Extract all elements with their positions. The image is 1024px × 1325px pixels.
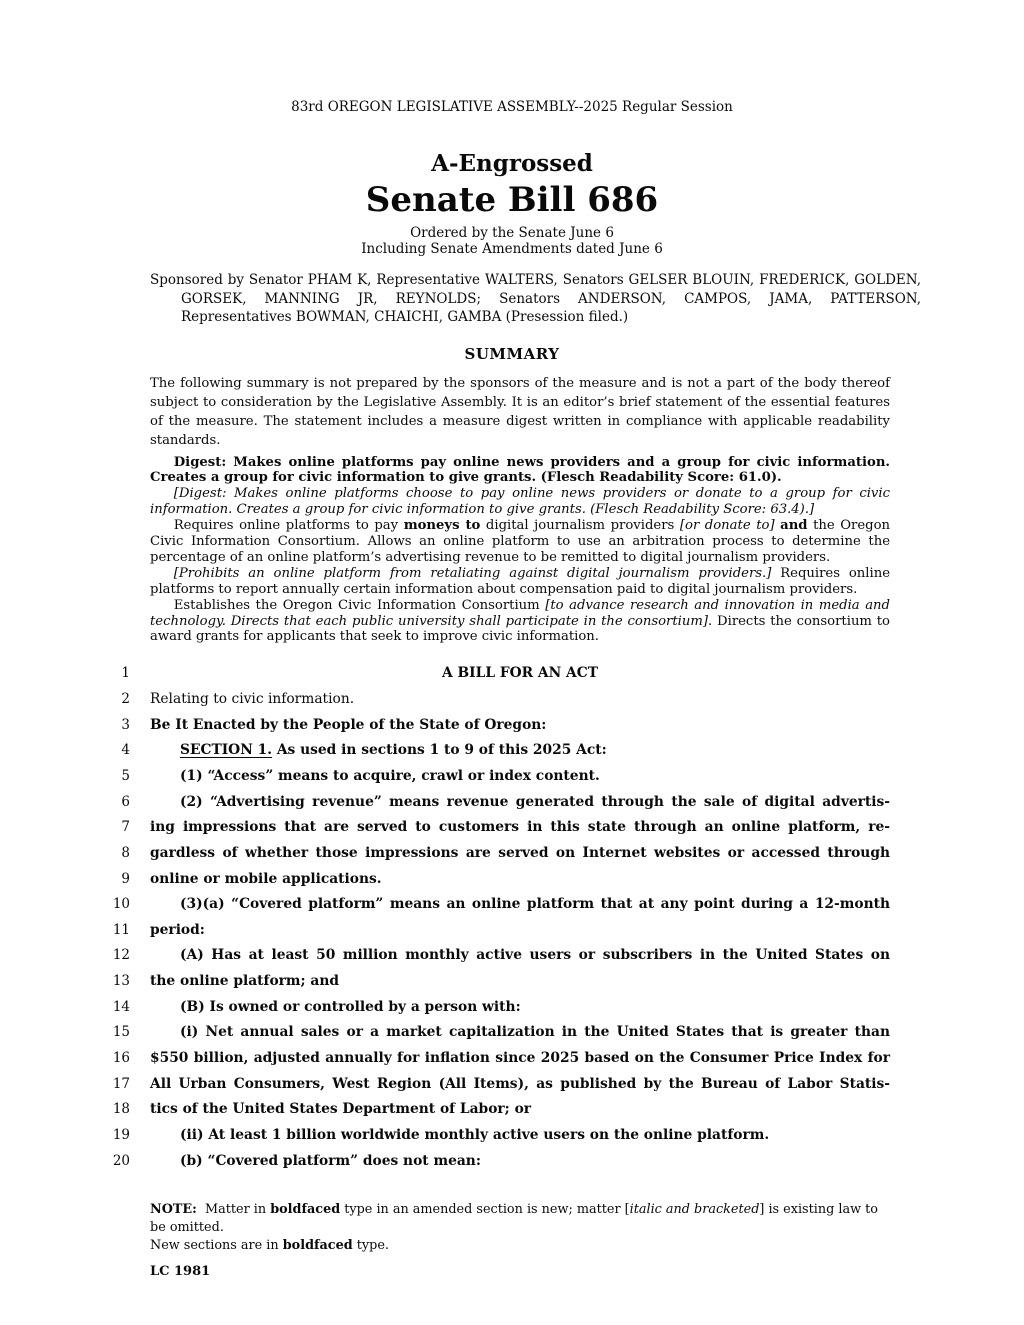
line-text	[150, 815, 890, 841]
line-number: 18	[112, 1101, 130, 1118]
text-run: the Oregon Civic Information Consortium. Allows an online platform to use an arbitration process to determine the percentage of an online platform’s advertising revenue to be remitted to digital journalism providers.	[150, 518, 891, 565]
line-text	[150, 1097, 890, 1123]
text-run: [Digest: Makes online platforms choose to pay online news providers or donate to a group for civic information. Creates a group for civic information to give grants. (Flesch Readability Score: 63.4).]	[150, 486, 890, 518]
line-text	[150, 995, 890, 1021]
text-run: [or donate to]	[679, 518, 775, 534]
text-run: $550 billion, adjusted annually for inflation since 2025 based on the Consumer Price Index for	[150, 1049, 890, 1066]
line-number: 12	[112, 947, 130, 964]
text-run: digital journalism providers	[480, 518, 680, 534]
bill-line	[104, 892, 1024, 918]
text-run: (2) “Advertising revenue” means revenue generated through the sale of digital advertis-	[180, 793, 890, 810]
text-run: SECTION 1.	[180, 742, 273, 759]
text-run: Requires online platforms to report annually certain information about compensation paid to digital journalism providers.	[150, 565, 891, 597]
text-run: online or mobile applications.	[150, 870, 382, 887]
text-run: Establishes the Oregon Civic Information Consortium	[173, 597, 546, 613]
line-number: 8	[121, 844, 130, 861]
bill-line	[104, 943, 1024, 969]
line-number: 4	[121, 742, 130, 759]
line-number: 11	[112, 921, 130, 938]
line-text	[150, 918, 890, 944]
engrossment-label: A-Engrossed	[431, 150, 593, 177]
bill-line	[104, 687, 1024, 713]
line-text	[150, 1020, 890, 1046]
text-run: (1) “Access” means to acquire, crawl or index content.	[180, 767, 600, 784]
text-run: (3)(a) “Covered platform” means an online platform that at any point during a 12-month	[180, 896, 890, 913]
line-number: 16	[112, 1049, 130, 1066]
text-run: Be It Enacted by the People of the State of Oregon:	[150, 716, 547, 733]
bill-line	[104, 1046, 1024, 1072]
digest-paragraph	[150, 455, 890, 487]
line-text	[150, 1072, 890, 1098]
digest-paragraph	[150, 566, 890, 598]
line-number: 2	[121, 691, 130, 708]
line-number: 9	[121, 870, 130, 887]
text-run: tics of the United States Department of Labor; or	[150, 1101, 532, 1118]
bill-line	[104, 995, 1024, 1021]
line-number: 5	[121, 767, 130, 784]
text-run: (i) Net annual sales or a market capitalization in the United States that is greater than	[180, 1024, 890, 1041]
bill-line	[104, 764, 1024, 790]
text-run: Relating to civic information.	[150, 691, 355, 708]
line-number: 17	[112, 1075, 130, 1092]
bill-line	[104, 841, 1024, 867]
bill-line	[104, 713, 1024, 739]
text-run: the online platform; and	[150, 973, 340, 990]
line-text	[150, 687, 890, 713]
text-run: Requires online platforms to pay	[173, 518, 404, 534]
line-number: 3	[121, 716, 130, 733]
text-run: gardless of whether those impressions are served on Internet websites or accessed through	[150, 844, 890, 861]
text-run: [to advance research and innovation in media and technology. Directs that each public university shall participate in the consortium]	[150, 597, 890, 629]
line-number: 14	[112, 998, 130, 1015]
summary-heading: SUMMARY	[464, 344, 560, 363]
line-number: 7	[121, 819, 130, 836]
bill-line	[104, 969, 1024, 995]
line-text	[150, 1123, 890, 1149]
text-run: All Urban Consumers, West Region (All Items), as published by the Bureau of Labor Statis-	[150, 1075, 890, 1092]
text-run: (ii) At least 1 billion worldwide monthly active users on the online platform.	[180, 1126, 770, 1143]
text-run: ing impressions that are served to customers in this state through an online platform, re-	[150, 819, 890, 836]
line-text	[150, 943, 890, 969]
note-line	[150, 1201, 890, 1237]
line-text	[150, 764, 890, 790]
ordered-by-line: Ordered by the Senate June 6	[410, 225, 614, 241]
digest-paragraph	[150, 486, 890, 518]
line-text	[150, 892, 890, 918]
line-text	[150, 841, 890, 867]
bill-title: Senate Bill 686	[365, 180, 659, 220]
line-text	[150, 969, 890, 995]
sponsors-paragraph: Sponsored by Senator PHAM K, Representative WALTERS, Senators GELSER BLOUIN, FREDERICK, GOLDEN, GORSEK, MANNING JR, REYNOLDS; Senators ANDERSON, CAMPOS, JAMA, PATTERSON, Representatives BOWMAN, CHAICHI, GAMBA (Presession filed.)	[150, 272, 921, 325]
session-header: 83rd OREGON LEGISLATIVE ASSEMBLY--2025 Regular Session	[291, 99, 733, 115]
text-run: . Directs the consortium to award grants for applicants that seek to improve civic information.	[150, 613, 890, 645]
text-run: and	[780, 518, 808, 534]
text-run: (A) Has at least 50 million monthly active users or subscribers in the United States on	[180, 947, 890, 964]
bill-line	[104, 1149, 1024, 1175]
line-number: 13	[112, 973, 130, 990]
digest-section	[150, 455, 890, 646]
line-text	[150, 867, 890, 893]
text-run: New sections are in	[150, 1238, 283, 1254]
lc-number: LC 1981	[150, 1264, 211, 1280]
line-text	[150, 713, 890, 739]
text-run: italic and bracketed	[629, 1202, 760, 1218]
line-number: 19	[112, 1126, 130, 1143]
bill-line	[104, 867, 1024, 893]
footer-note	[150, 1201, 890, 1255]
line-number: 10	[112, 896, 130, 913]
including-amendments-line: Including Senate Amendments dated June 6	[361, 241, 663, 257]
line-text	[150, 790, 890, 816]
text-run: type in an amended section is new; matter [	[340, 1202, 630, 1218]
text-run: boldfaced	[282, 1238, 353, 1254]
digest-paragraph	[150, 598, 890, 646]
bill-line	[104, 790, 1024, 816]
text-run: Matter in	[196, 1202, 271, 1218]
text-run: Digest: Makes online platforms pay online news providers and a group for civic information. Creates a group for civic information to give grants. (Flesch Readability Score: 61.0).	[150, 454, 890, 486]
bill-line	[104, 815, 1024, 841]
line-text	[150, 1149, 890, 1175]
text-run: period:	[150, 921, 205, 938]
text-run: boldfaced	[270, 1202, 341, 1218]
text-run: [Prohibits an online platform from retaliating against digital journalism providers.]	[173, 565, 772, 581]
bill-line	[104, 1072, 1024, 1098]
line-number: 20	[112, 1152, 130, 1169]
text-run: moneys to	[403, 518, 481, 534]
summary-disclaimer: The following summary is not prepared by the sponsors of the measure and is not a part of the body thereof subject to consideration by the Legislative Assembly. It is an editor’s brief statement of the essential features of the measure. The statement includes a measure digest written in compliance with applicable readability standards.	[150, 375, 890, 448]
text-run: (B) Is owned or controlled by a person with:	[180, 998, 521, 1015]
bill-line	[104, 1123, 1024, 1149]
line-text	[150, 661, 890, 687]
note-line	[150, 1237, 890, 1255]
bill-line	[104, 1020, 1024, 1046]
bill-line	[104, 738, 1024, 764]
line-number: 6	[121, 793, 130, 810]
line-text	[150, 1046, 890, 1072]
text-run: As used in sections 1 to 9 of this 2025 Act:	[272, 742, 607, 759]
text-run: (b) “Covered platform” does not mean:	[180, 1152, 481, 1169]
bill-line	[104, 1097, 1024, 1123]
digest-paragraph	[150, 518, 890, 566]
text-run: NOTE:	[150, 1202, 197, 1218]
text-run: ] is existing law to be omitted.	[150, 1202, 878, 1236]
bill-line	[104, 918, 1024, 944]
line-number: 15	[112, 1024, 130, 1041]
text-run: A BILL FOR AN ACT	[442, 665, 598, 682]
line-text	[150, 738, 890, 764]
bill-line	[104, 661, 1024, 687]
text-run: type.	[352, 1238, 389, 1254]
bill-text-section	[104, 661, 1024, 1174]
line-number: 1	[121, 665, 130, 682]
